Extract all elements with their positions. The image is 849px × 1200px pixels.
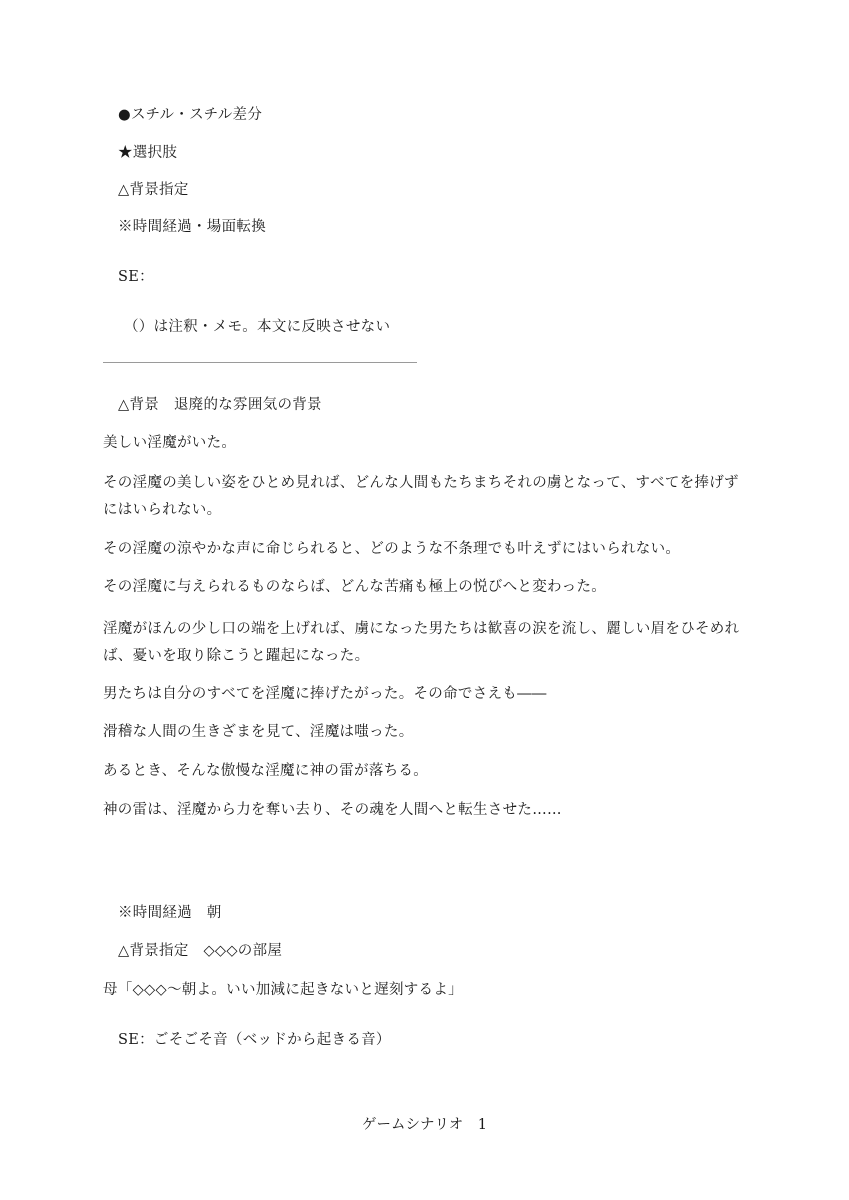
paragraph: 神の雷は、淫魔から力を奪い去り、その魂を人間へと転生させた…… [103,802,562,818]
paragraph: その淫魔に与えられるものならば、どんな苦痛も極上の悦びへと変わった。 [103,579,607,595]
scene2-background: △背景指定 ◇◇◇の部屋 [118,943,283,959]
page-footer: ゲームシナリオ 1 [361,1117,488,1133]
legend-se: SE： [118,269,154,285]
legend-background: △背景指定 [118,182,189,198]
legend-choice: ★選択肢 [118,145,178,161]
scene2-time: ※時間経過 朝 [118,905,222,921]
paragraph: その淫魔の涼やかな声に命じられると、どのような不条理でも叶えずにはいられない。 [103,541,681,557]
scene2-se: SE：ごそごそ音（ベッドから起きる音） [118,1032,391,1048]
divider-line [103,362,417,363]
paragraph: 美しい淫魔がいた。 [103,435,237,451]
legend-note: （）は注釈・メモ。本文に反映させない [124,319,391,335]
paragraph: 滑稽な人間の生きざまを見て、淫魔は嗤った。 [103,724,414,740]
paragraph: あるとき、そんな傲慢な淫魔に神の雷が落ちる。 [103,763,429,779]
scene1-background: △背景 退廃的な雰囲気の背景 [118,397,322,413]
paragraph: 淫魔がほんの少し口の端を上げれば、虜になった男たちは歓喜の涙を流し、麗しい眉をひそめれば、憂いを取り除こうと躍起になった。 [103,621,740,664]
paragraph: その淫魔の美しい姿をひとめ見れば、どんな人間もたちまちそれの虜となって、すべてを捧げずにはいられない。 [103,475,739,518]
legend-time: ※時間経過・場面転換 [118,219,266,235]
paragraph: 男たちは自分のすべてを淫魔に捧げたがった。その命でさえも―― [103,686,547,702]
dialogue-line: 母「◇◇◇～朝よ。いい加減に起きないと遅刻するよ」 [103,982,463,998]
legend-still: ●スチル・スチル差分 [118,107,263,123]
